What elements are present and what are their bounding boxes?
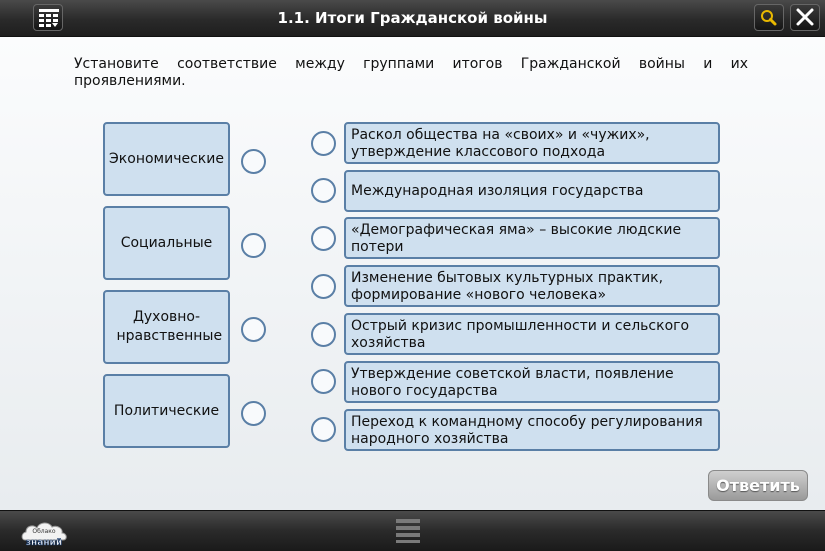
page-title: 1.1. Итоги Гражданской войны (277, 9, 548, 27)
item-connector-radio[interactable] (311, 369, 336, 394)
category-box-spiritual[interactable] (103, 290, 230, 364)
match-item[interactable] (344, 361, 720, 403)
match-item[interactable] (344, 217, 720, 259)
match-item-label: Острый кризис промышленности и сельского хозяйства (351, 317, 690, 351)
item-connector-radio[interactable] (311, 131, 336, 156)
category-label: Социальные (120, 234, 213, 251)
category-connector-radio[interactable] (241, 149, 266, 174)
close-button[interactable] (790, 4, 820, 31)
match-item[interactable] (344, 170, 720, 212)
match-item-label: Международная изоляция государства (351, 183, 644, 199)
match-item[interactable] (344, 265, 720, 307)
match-item[interactable] (344, 313, 720, 355)
drag-handle-icon[interactable] (396, 517, 420, 543)
category-connector-radio[interactable] (241, 317, 266, 342)
close-icon (791, 5, 819, 30)
category-box-economic[interactable] (103, 122, 230, 196)
logo-text-bottom: знаний (25, 538, 63, 548)
match-item[interactable] (344, 122, 720, 164)
cloud-logo[interactable] (19, 516, 71, 548)
category-box-political[interactable] (103, 374, 230, 448)
category-label: Экономические (109, 150, 224, 167)
category-label: Политические (113, 402, 220, 419)
bottom-bar (0, 510, 825, 551)
category-connector-radio[interactable] (241, 401, 266, 426)
category-label: Духовно-нравственные (116, 309, 223, 344)
match-item-label: Изменение бытовых культурных практик, формирование «нового человека» (351, 269, 664, 303)
category-connector-radio[interactable] (241, 233, 266, 258)
item-connector-radio[interactable] (311, 274, 336, 299)
item-connector-radio[interactable] (311, 178, 336, 203)
match-item[interactable] (344, 409, 720, 451)
logo-text-top: Облако (32, 528, 56, 535)
match-item-label: Раскол общества на «своих» и «чужих», утверждение классового подхода (351, 126, 650, 160)
item-connector-radio[interactable] (311, 322, 336, 347)
task-instruction: Установите соответствие между группами итогов Гражданской войны и их проявлениями. (74, 56, 748, 89)
magnifier-icon (755, 5, 783, 30)
item-connector-radio[interactable] (311, 417, 336, 442)
match-item-label: Утверждение советской власти, появление нового государства (351, 365, 674, 399)
answer-button[interactable]: Ответить (708, 470, 808, 501)
match-item-label: «Демографическая яма» – высокие людские потери (351, 221, 682, 255)
item-connector-radio[interactable] (311, 226, 336, 251)
category-box-social[interactable] (103, 206, 230, 280)
search-button[interactable] (754, 4, 784, 31)
match-item-label: Переход к командному способу регулирования народного хозяйства (351, 413, 703, 447)
top-bar (0, 0, 825, 37)
